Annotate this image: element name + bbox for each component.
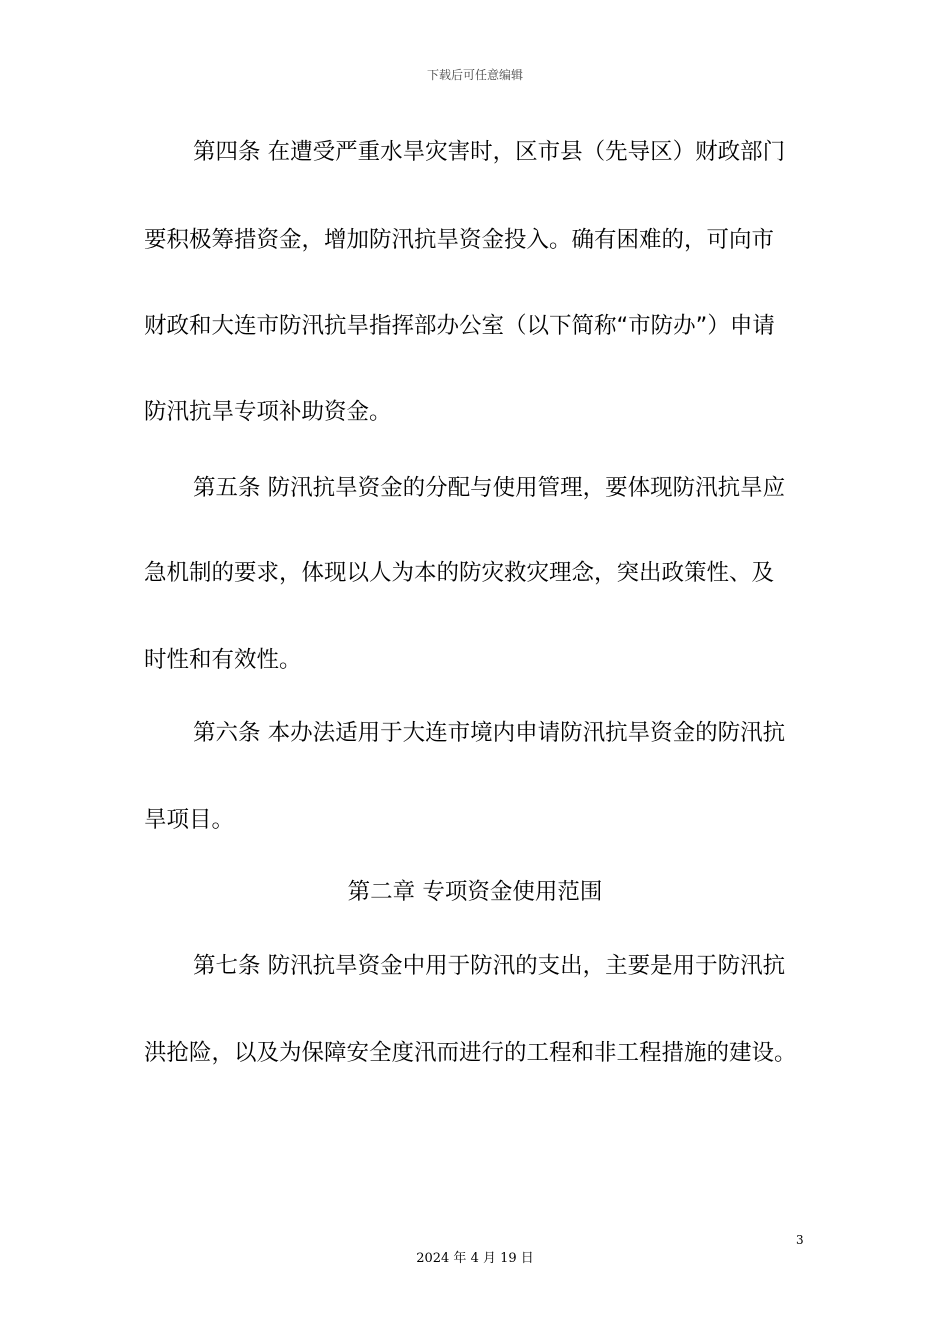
article-7-line-1: 第七条 防汛抗旱资金中用于防汛的支出，主要是用于防汛抗 — [193, 953, 786, 979]
article-6-line-1: 第六条 本办法适用于大连市境内申请防汛抗旱资金的防汛抗 — [193, 720, 786, 746]
footer-date: 2024 年 4 月 19 日 — [416, 1251, 534, 1266]
article-4-line-2: 要积极筹措资金，增加防汛抗旱资金投入。确有困难的，可向市 — [144, 227, 775, 253]
article-6-line-2: 旱项目。 — [144, 807, 235, 833]
article-5-line-2: 急机制的要求，体现以人为本的防灾救灾理念，突出政策性、及 — [144, 560, 775, 586]
article-5-line-3: 时性和有效性。 — [144, 647, 302, 673]
article-4-line-3: 财政和大连市防汛抗旱指挥部办公室（以下简称“市防办”）申请 — [144, 313, 775, 339]
article-7-line-2: 洪抢险，以及为保障安全度汛而进行的工程和非工程措施的建设。 — [144, 1040, 797, 1066]
chapter-2-heading: 第二章 专项资金使用范围 — [347, 879, 603, 905]
article-4-line-4: 防汛抗旱专项补助资金。 — [144, 399, 392, 425]
article-5-line-1: 第五条 防汛抗旱资金的分配与使用管理，要体现防汛抗旱应 — [193, 475, 786, 501]
header-note: 下载后可任意编辑 — [426, 68, 523, 82]
page-number: 3 — [796, 1233, 804, 1247]
article-4-line-1: 第四条 在遭受严重水旱灾害时，区市县（先导区）财政部门 — [193, 139, 786, 165]
